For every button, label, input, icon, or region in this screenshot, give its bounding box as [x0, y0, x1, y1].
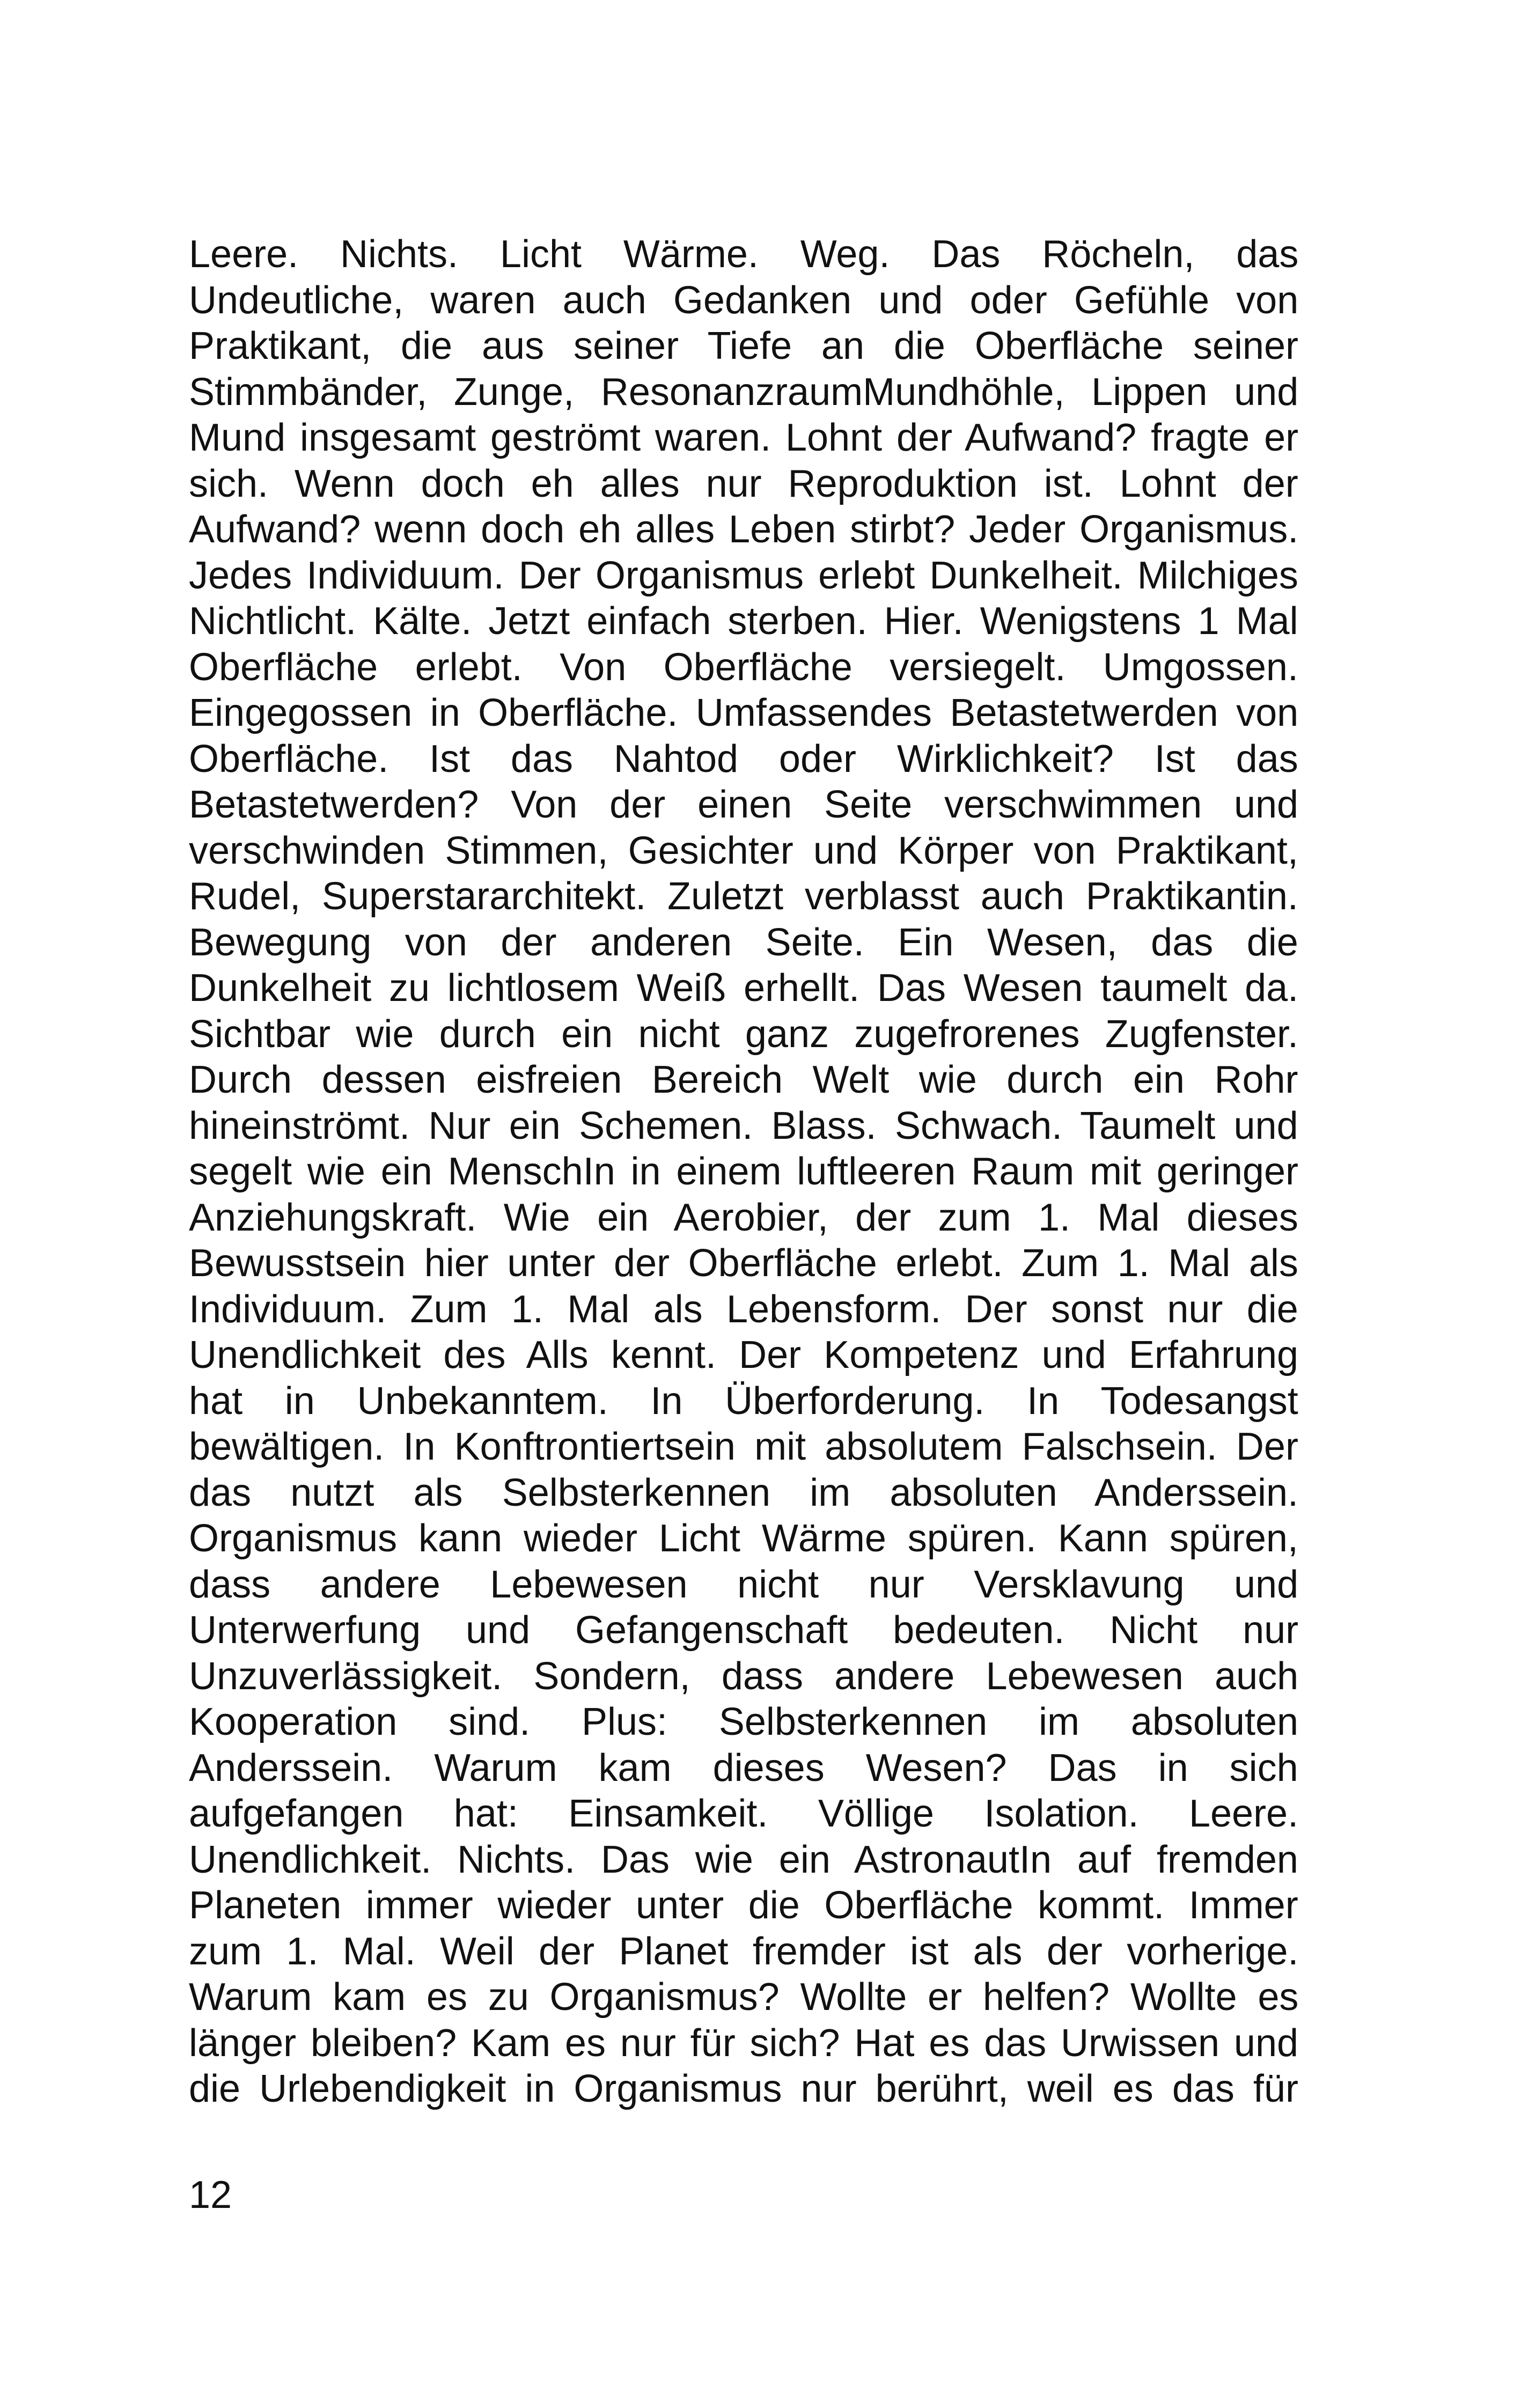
text-line: Unendlichkeit. Nichts. Das wie ein AstronautIn auf fremden: [189, 1838, 1298, 1881]
text-line: Bewusstsein hier unter der Oberfläche erlebt. Zum 1. Mal als: [189, 1242, 1298, 1285]
text-line: Rudel, Superstararchitekt. Zuletzt verblasst auch Praktikantin.: [189, 875, 1298, 918]
text-line: Dunkelheit zu lichtlosem Weiß erhellt. Das Wesen taumelt da.: [189, 967, 1299, 1010]
text-line: Warum kam es zu Organismus? Wollte er helfen? Wollte es: [189, 1976, 1299, 2019]
text-line: Oberfläche erlebt. Von Oberfläche versiegelt. Umgossen.: [189, 645, 1298, 689]
text-line: bewältigen. In Konftrontiertsein mit absolutem Falschsein. Der: [189, 1425, 1298, 1468]
text-line: zum 1. Mal. Weil der Planet fremder ist als der vorherige.: [189, 1930, 1299, 1973]
text-line: Stimmbänder, Zunge, ResonanzraumMundhöhle, Lippen und: [189, 370, 1299, 414]
text-line: länger bleiben? Kam es nur für sich? Hat es das Urwissen und: [189, 2021, 1299, 2065]
text-line: Undeutliche, waren auch Gedanken und oder Gefühle von: [189, 278, 1299, 322]
text-line: Leere. Nichts. Licht Wärme. Weg. Das Röcheln, das: [189, 233, 1299, 276]
text-line: Unzuverlässigkeit. Sondern, dass andere Lebewesen auch: [189, 1654, 1299, 1698]
text-line: hineinströmt. Nur ein Schemen. Blass. Schwach. Taumelt und: [189, 1104, 1298, 1147]
text-line: Aufwand? wenn doch eh alles Leben stirbt? Jeder Organismus.: [189, 508, 1299, 551]
text-line: Oberfläche. Ist das Nahtod oder Wirklichkeit? Ist das: [189, 737, 1298, 780]
text-line: aufgefangen hat: Einsamkeit. Völlige Isolation. Leere.: [189, 1792, 1299, 1835]
text-line: verschwinden Stimmen, Gesichter und Körper von Praktikant,: [189, 829, 1298, 872]
text-line: Sichtbar wie durch ein nicht ganz zugefrorenes Zugfenster.: [189, 1012, 1299, 1056]
text-line: Betastetwerden? Von der einen Seite verschwimmen und: [189, 783, 1299, 826]
text-line: hat in Unbekanntem. In Überforderung. In Todesangst: [189, 1379, 1298, 1423]
text-line: Unendlichkeit des Alls kennt. Der Kompetenz und Erfahrung: [189, 1334, 1299, 1376]
text-line: Jedes Individuum. Der Organismus erlebt Dunkelheit. Milchiges: [189, 554, 1298, 597]
text-line: Unterwerfung und Gefangenschaft bedeuten. Nicht nur: [189, 1609, 1299, 1652]
text-line: Planeten immer wieder unter die Oberfläche kommt. Immer: [189, 1884, 1298, 1927]
text-line: Durch dessen eisfreien Bereich Welt wie durch ein Rohr: [189, 1058, 1298, 1101]
text-line: sich. Wenn doch eh alles nur Reproduktion ist. Lohnt der: [189, 462, 1298, 505]
body-text: [189, 232, 1298, 2112]
text-line: Nichtlicht. Kälte. Jetzt einfach sterben. Hier. Wenigstens 1 Mal: [189, 600, 1298, 643]
text-line: Bewegung von der anderen Seite. Ein Wesen, das die: [189, 921, 1298, 964]
page-number: 12: [189, 2174, 232, 2216]
text-line: Eingegossen in Oberfläche. Umfassendes Betastetwerden von: [189, 691, 1299, 734]
text-line: Praktikant, die aus seiner Tiefe an die Oberfläche seiner: [189, 325, 1298, 367]
text-line: Individuum. Zum 1. Mal als Lebensform. Der sonst nur die: [189, 1287, 1298, 1331]
text-line: Kooperation sind. Plus: Selbsterkennen im absoluten: [189, 1700, 1299, 1743]
text-line: die Urlebendigkeit in Organismus nur berührt, weil es das für: [189, 2067, 1298, 2110]
text-line: Organismus kann wieder Licht Wärme spüren. Kann spüren,: [189, 1517, 1298, 1560]
text-line: Anziehungskraft. Wie ein Aerobier, der zum 1. Mal dieses: [189, 1196, 1298, 1239]
text-line: Anderssein. Warum kam dieses Wesen? Das in sich: [189, 1746, 1298, 1790]
text-line: dass andere Lebewesen nicht nur Versklavung und: [189, 1563, 1299, 1606]
text-line: segelt wie ein MenschIn in einem luftleeren Raum mit geringer: [189, 1150, 1298, 1193]
text-line: das nutzt als Selbsterkennen im absoluten Anderssein.: [189, 1471, 1299, 1514]
text-line: Mund insgesamt geströmt waren. Lohnt der Aufwand? fragte er: [189, 416, 1299, 459]
